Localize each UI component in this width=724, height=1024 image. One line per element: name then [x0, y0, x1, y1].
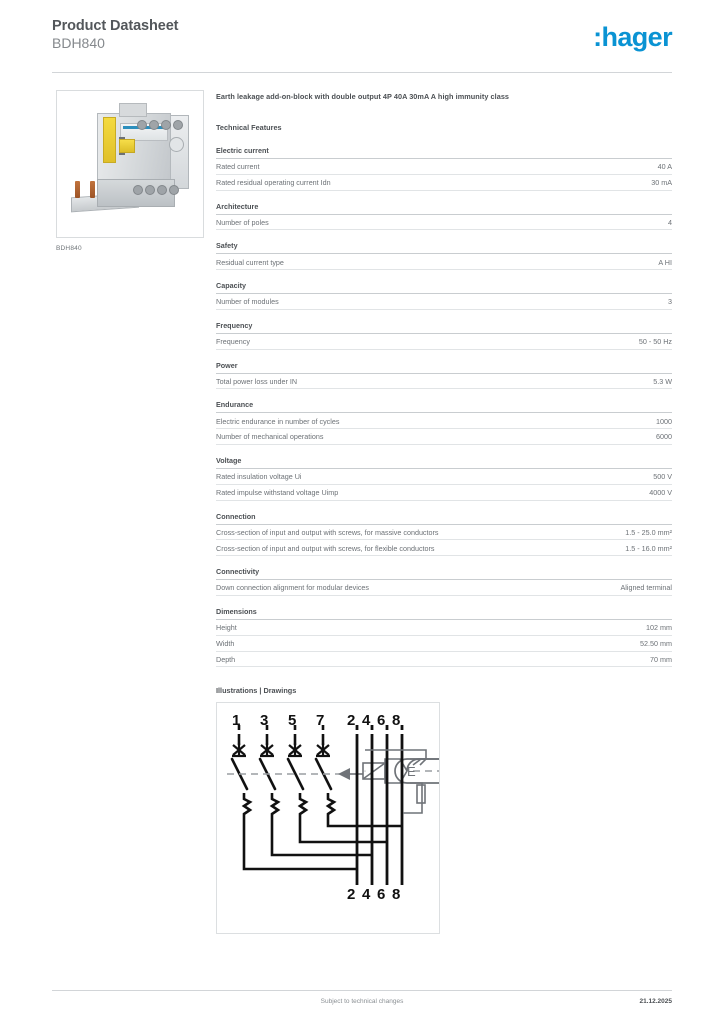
spec-group-title: Frequency: [216, 321, 672, 334]
wiring-schematic-svg: [217, 703, 439, 933]
spec-group: [216, 361, 672, 390]
screw-hole-top-2: [149, 120, 159, 130]
spec-group: [216, 456, 672, 501]
screw-hole-top-3: [161, 120, 171, 130]
spec-group-title: Electric current: [216, 146, 672, 159]
spec-row: [216, 580, 672, 596]
spec-group-title: Voltage: [216, 456, 672, 469]
spec-group-title: Architecture: [216, 202, 672, 215]
spec-label: Height: [216, 623, 237, 633]
spec-label: Number of modules: [216, 297, 279, 307]
spec-row: [216, 652, 672, 668]
spec-value: 40 A: [657, 162, 672, 172]
footer-divider: [52, 990, 672, 991]
yellow-lever-shape: [103, 117, 116, 163]
screw-hole-bottom-2: [145, 185, 155, 195]
spec-label: Electric endurance in number of cycles: [216, 416, 340, 426]
spec-value: 102 mm: [646, 623, 672, 633]
spec-label: Rated current: [216, 162, 260, 172]
screw-hole-bottom-1: [133, 185, 143, 195]
header-divider: [52, 72, 672, 73]
spec-value: 1000: [656, 416, 672, 426]
terminal-label-7: 7: [316, 712, 325, 730]
spec-row: [216, 413, 672, 429]
terminal-label-2-top: 2: [347, 712, 356, 730]
yellow-toggle-shape: [119, 139, 135, 153]
hager-logo: :hager: [593, 22, 672, 52]
spec-group: [216, 281, 672, 310]
spec-group: [216, 321, 672, 350]
product-image: [56, 90, 204, 238]
spec-label: Depth: [216, 654, 236, 664]
spec-value: 30 mA: [651, 177, 672, 187]
terminal-label-4-bottom: 4: [362, 886, 371, 904]
spec-label: Cross-section of input and output with screws, for massive conductors: [216, 527, 439, 537]
spec-label: Cross-section of input and output with screws, for flexible conductors: [216, 543, 435, 553]
spec-label: Rated insulation voltage Ui: [216, 472, 302, 482]
spec-row: [216, 334, 672, 350]
spec-value: Aligned terminal: [620, 583, 672, 593]
product-figure: [56, 90, 204, 252]
terminal-label-3: 3: [260, 712, 269, 730]
spec-row: [216, 540, 672, 556]
page-title: Product Datasheet: [52, 18, 179, 34]
spec-groups: [216, 146, 672, 667]
terminal-label-1: 1: [232, 712, 241, 730]
spec-group-title: Connectivity: [216, 567, 672, 580]
spec-value: 70 mm: [650, 654, 672, 664]
spec-row: [216, 429, 672, 445]
spec-value: 6000: [656, 432, 672, 442]
screw-hole-top-4: [173, 120, 183, 130]
spec-group-title: Power: [216, 361, 672, 374]
spec-group-title: Dimensions: [216, 607, 672, 620]
footer-note: Subject to technical changes: [320, 998, 404, 1005]
spec-value: 4000 V: [649, 488, 672, 497]
technical-features-heading: Technical Features: [216, 123, 282, 132]
terminal-pin-2-shape: [90, 181, 95, 198]
spec-group: [216, 146, 672, 191]
spec-group-title: Safety: [216, 241, 672, 254]
spec-value: 5.3 W: [653, 376, 672, 386]
terminal-pin-1-shape: [75, 181, 80, 198]
terminal-label-6-bottom: 6: [377, 886, 386, 904]
title-block: [52, 18, 178, 52]
spec-group-title: Connection: [216, 512, 672, 525]
earth-test-label: E: [407, 764, 416, 780]
spec-label: Rated residual operating current Idn: [216, 177, 331, 187]
terminal-label-5: 5: [288, 712, 297, 730]
spec-label: Width: [216, 638, 235, 648]
spec-row: [216, 374, 672, 390]
spec-row: [216, 485, 672, 501]
spec-value: 4: [668, 217, 672, 227]
wiring-diagram: [216, 702, 440, 934]
spec-group-title: Capacity: [216, 281, 672, 294]
spec-row: [216, 469, 672, 485]
screw-hole-bottom-3: [157, 185, 167, 195]
spec-value: A HI: [658, 257, 672, 267]
spec-group: [216, 202, 672, 231]
spec-row: [216, 215, 672, 231]
spec-label: Rated impulse withstand voltage Uimp: [216, 488, 339, 497]
footer-date: 21.12.2025: [639, 998, 672, 1005]
spec-value: 500 V: [653, 472, 672, 482]
spec-label: Total power loss under IN: [216, 376, 298, 386]
product-image-caption: BDH840: [56, 245, 82, 252]
spec-label: Frequency: [216, 337, 250, 347]
spec-group: [216, 607, 672, 667]
screw-hole-bottom-4: [169, 185, 179, 195]
spec-group: [216, 512, 672, 557]
spec-row: [216, 294, 672, 310]
page-subtitle: BDH840: [52, 35, 105, 51]
spec-value: 1.5 - 16.0 mm²: [625, 543, 672, 553]
product-description: Earth leakage add-on-block with double output 4P 40A 30mA A high immunity class: [216, 92, 510, 101]
spec-value: 3: [668, 297, 672, 307]
spec-value: 1.5 - 25.0 mm²: [625, 527, 672, 537]
page-header: [52, 18, 672, 66]
device-dial-shape: [169, 137, 184, 152]
spec-label: Down connection alignment for modular devices: [216, 583, 370, 593]
spec-row: [216, 254, 672, 270]
spec-value: 52.50 mm: [640, 638, 672, 648]
spec-group: [216, 241, 672, 270]
spec-row: [216, 525, 672, 541]
spec-label: Residual current type: [216, 257, 284, 267]
terminal-label-8-top: 8: [392, 712, 401, 730]
terminal-label-6-top: 6: [377, 712, 386, 730]
spec-group: [216, 567, 672, 596]
screw-hole-top-1: [137, 120, 147, 130]
spec-row: [216, 636, 672, 652]
terminal-label-8-bottom: 8: [392, 886, 401, 904]
spec-value: 50 - 50 Hz: [638, 337, 672, 347]
spec-group: [216, 400, 672, 445]
page-footer: [52, 998, 672, 1010]
spec-row: [216, 175, 672, 191]
device-top-cap-shape: [119, 103, 147, 117]
spec-label: Number of poles: [216, 217, 269, 227]
terminal-label-2-bottom: 2: [347, 886, 356, 904]
main-content: [216, 92, 672, 934]
terminal-label-4-top: 4: [362, 712, 371, 730]
spec-label: Number of mechanical operations: [216, 432, 324, 442]
illustrations-heading: Illustrations | Drawings: [216, 686, 297, 696]
spec-row: [216, 159, 672, 175]
spec-group-title: Endurance: [216, 400, 672, 413]
spec-row: [216, 620, 672, 636]
